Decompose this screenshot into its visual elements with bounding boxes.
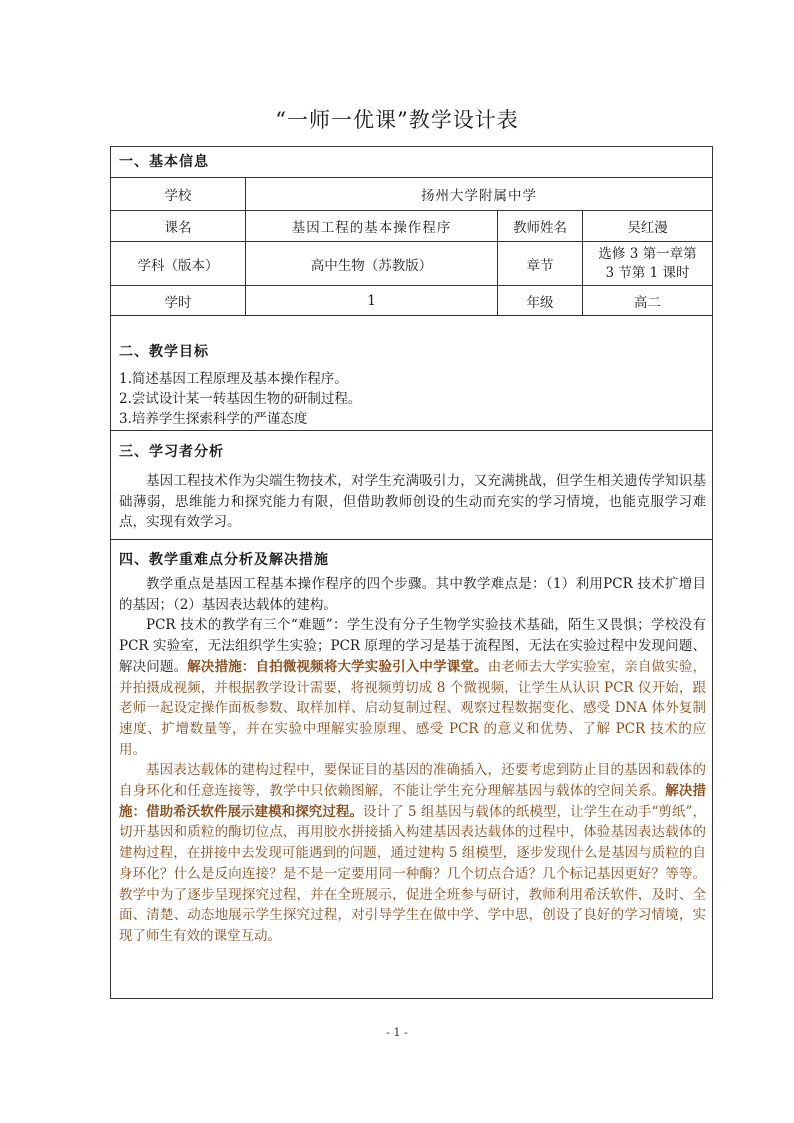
grade-label: 年级 [497,286,582,315]
row-school [111,178,712,211]
chapter-label: 章节 [497,242,582,285]
teacher-label: 教师姓名 [497,211,582,241]
row-course [111,211,712,242]
paragraph-2-solution-text: 由老师去大学实验室，亲自做实验，并拍摄成视频，并根据教学设计需要，将视频剪切成 8 个微视频，让学生从认识 PCR 仪开始，跟老师一起设定操作面板参数、取样加样、启动复制过程、观察过程数据变化、感受 DNA 体外复制速度、扩增数量等，并在实验中理解实验原理、感受 PCR 的意义和优势、了解 PCR 技术的应用。 [119,658,707,758]
key-points-text [119,574,706,947]
solution-1-emphasis: 解决措施：自拍微视频将大学实验引入中学课堂。 [187,658,488,675]
objective-item: 2.尝试设计某一转基因生物的研制过程。 [119,391,362,407]
objective-item: 3.培养学生探索科学的严谨态度 [119,411,308,427]
school-label: 学校 [164,188,192,204]
section-key-points [111,540,712,998]
row-hours [111,286,712,316]
section-heading: 一、基本信息 [119,154,209,170]
section-basic-info-header [111,147,712,178]
course-value: 基因工程的基本操作程序 [245,211,497,241]
course-label: 课名 [164,220,192,236]
paragraph-2-text: PCR 技术的教学有三个“难题”：学生没有分子生物学实验技术基础，陌生又畏惧；学校没有 PCR 实验室，无法组织学生实验；PCR 原理的学习是基于流程图，无法在实验过程中发现问题、解决问题。 [119,617,706,675]
section-learner-analysis [111,431,712,540]
paragraph: 基因工程技术作为尖端生物技术，对学生充满吸引力，又充满挑战，但学生相关遗传学知识基础薄弱，思维能力和探究能力有限，但借助教师创设的生动而充实的学习情境，也能克服学习难点，实现有效学习。 [119,473,706,531]
solution-2-emphasis: 解决措施：借助希沃软件展示建模和探究过程。 [119,783,707,820]
section-heading: 二、教学目标 [119,344,209,360]
paragraph-2 [119,615,706,760]
section-objectives [111,316,712,431]
teacher-value: 吴红漫 [582,211,712,241]
paragraph-3-solution-text: 设计了 5 组基因与载体的纸模型，让学生在动手“剪纸”，切开基因和质粒的酶切位点，再用胶水拼接插入构建基因表达载体的过程中，体验基因表达载体的建构过程，在拼接中去发现可能遇到的问题，通过建构 5 组模型，逐步发现什么是基因与质粒的自身环化？什么是反向连接？是不是一定要用同一种酶？几个切点合适？几个标记基因更好？等等。教学中为了逐步呈现探究过程，并在全班展示，促进全班参与研讨，教师利用希沃软件，及时、全面、清楚、动态地展示学生探究过程，对引导学生在做中学、学中思，创设了良好的学习情境，实现了师生有效的课堂互动。 [119,803,706,944]
subject-label: 学科（版本） [137,257,219,274]
hours-label: 学时 [164,294,192,311]
hours-value: 1 [245,286,497,315]
design-table [110,146,713,999]
chapter-value-line2: 3 节第 1 课时 [605,264,690,281]
objectives-list [119,369,704,429]
objective-item: 1.简述基因工程原理及基本操作程序。 [119,371,348,387]
page-number: - 1 - [386,1026,408,1039]
paragraph-1: 教学重点是基因工程基本操作程序的四个步骤。其中教学难点是：（1）利用PCR 技术扩增目的基因；（2）基因表达载体的建构。 [119,576,706,613]
grade-value: 高二 [582,286,712,315]
chapter-value-line1: 选修 3 第一章第 [598,245,697,262]
row-subject [111,242,712,286]
learner-analysis-text [119,471,706,533]
subject-value: 高中生物（苏教版） [245,242,497,285]
paragraph-3 [119,760,706,946]
section-heading: 四、教学重难点分析及解决措施 [119,552,329,568]
paragraph-3-text: 基因表达载体的建构过程中，要保证目的基因的准确插入，还要考虑到防止目的基因和载体的自身环化和任意连接等，教学中只依赖图解，不能让学生充分理解基因与载体的空间关系。 [119,762,706,800]
school-value: 扬州大学附属中学 [245,178,712,210]
section-heading: 三、学习者分析 [119,444,224,460]
chapter-value [582,242,712,285]
page-title: “一师一优课”教学设计表 [275,108,519,132]
